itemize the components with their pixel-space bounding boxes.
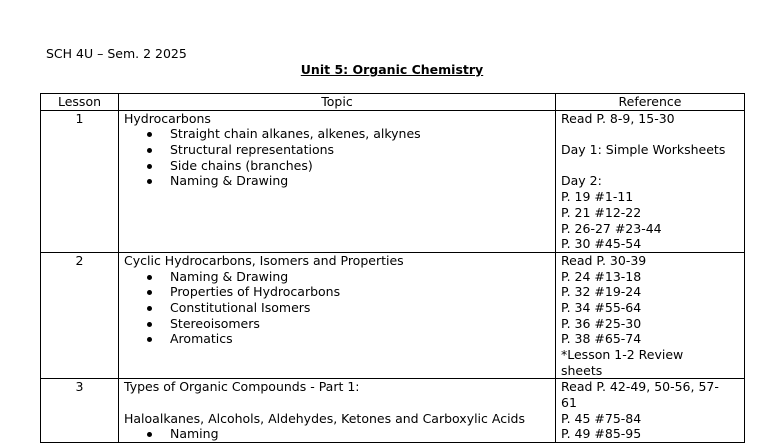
reference-line: Day 2: xyxy=(561,173,602,189)
reference-line: P. 26-27 #23-44 xyxy=(561,220,662,236)
reference-line: P. 36 #25-30 xyxy=(561,315,642,331)
reference-line: 61 xyxy=(561,395,577,411)
reference-cell xyxy=(556,379,745,443)
topic-title: Types of Organic Compounds - Part 1: xyxy=(124,379,360,395)
table-row xyxy=(41,379,745,443)
topic-bullet: Side chains (branches) xyxy=(124,158,550,174)
reference-line: P. 19 #1-11 xyxy=(561,189,634,205)
topic-bullet: Structural representations xyxy=(124,142,550,158)
topic-title: Hydrocarbons xyxy=(124,110,211,126)
reference-cell xyxy=(556,252,745,379)
topic-bullet: Stereoisomers xyxy=(124,316,550,332)
table-row xyxy=(41,110,745,252)
reference-line: sheets xyxy=(561,362,603,378)
reference-line: P. 24 #13-18 xyxy=(561,268,642,284)
lesson-number: 1 xyxy=(41,110,119,252)
reference-line: P. 49 #85-95 xyxy=(561,426,642,442)
reference-cell xyxy=(556,110,745,252)
reference-line: Read P. 30-39 xyxy=(561,252,647,268)
reference-line: Read P. 8-9, 15-30 xyxy=(561,110,675,126)
reference-line: P. 32 #19-24 xyxy=(561,284,642,300)
topic-cell xyxy=(119,379,556,443)
table-header-row xyxy=(41,94,745,111)
reference-line: *Lesson 1-2 Review xyxy=(561,347,684,363)
column-header-reference: Reference xyxy=(556,94,745,111)
reference-line: P. 21 #12-22 xyxy=(561,204,642,220)
topic-bullet: Constitutional Isomers xyxy=(124,300,550,316)
topic-cell xyxy=(119,110,556,252)
reference-line: Day 1: Simple Worksheets xyxy=(561,142,726,158)
reference-line: P. 30 #45-54 xyxy=(561,236,642,252)
reference-line: Read P. 42-49, 50-56, 57- xyxy=(561,379,719,395)
table-row xyxy=(41,252,745,379)
course-header: SCH 4U – Sem. 2 2025 xyxy=(46,46,187,61)
reference-line: P. 34 #55-64 xyxy=(561,299,642,315)
topic-title: Cyclic Hydrocarbons, Isomers and Properties xyxy=(124,252,404,268)
topic-bullet: Aromatics xyxy=(124,331,550,347)
lesson-table xyxy=(40,93,745,443)
lesson-number: 2 xyxy=(41,252,119,379)
unit-title: Unit 5: Organic Chemistry xyxy=(300,62,484,77)
column-header-lesson: Lesson xyxy=(41,94,119,111)
topic-cell xyxy=(119,252,556,379)
topic-subtitle: Haloalkanes, Alcohols, Aldehydes, Ketones and Carboxylic Acids xyxy=(124,410,526,426)
topic-bullet: Naming & Drawing xyxy=(124,173,550,189)
reference-line: P. 45 #75-84 xyxy=(561,410,642,426)
lesson-number: 3 xyxy=(41,379,119,443)
topic-bullet: Straight chain alkanes, alkenes, alkynes xyxy=(124,126,550,142)
topic-bullet: Naming xyxy=(124,426,550,442)
reference-line: P. 38 #65-74 xyxy=(561,331,642,347)
column-header-topic: Topic xyxy=(119,94,556,111)
topic-bullet: Naming & Drawing xyxy=(124,269,550,285)
topic-bullet: Properties of Hydrocarbons xyxy=(124,284,550,300)
